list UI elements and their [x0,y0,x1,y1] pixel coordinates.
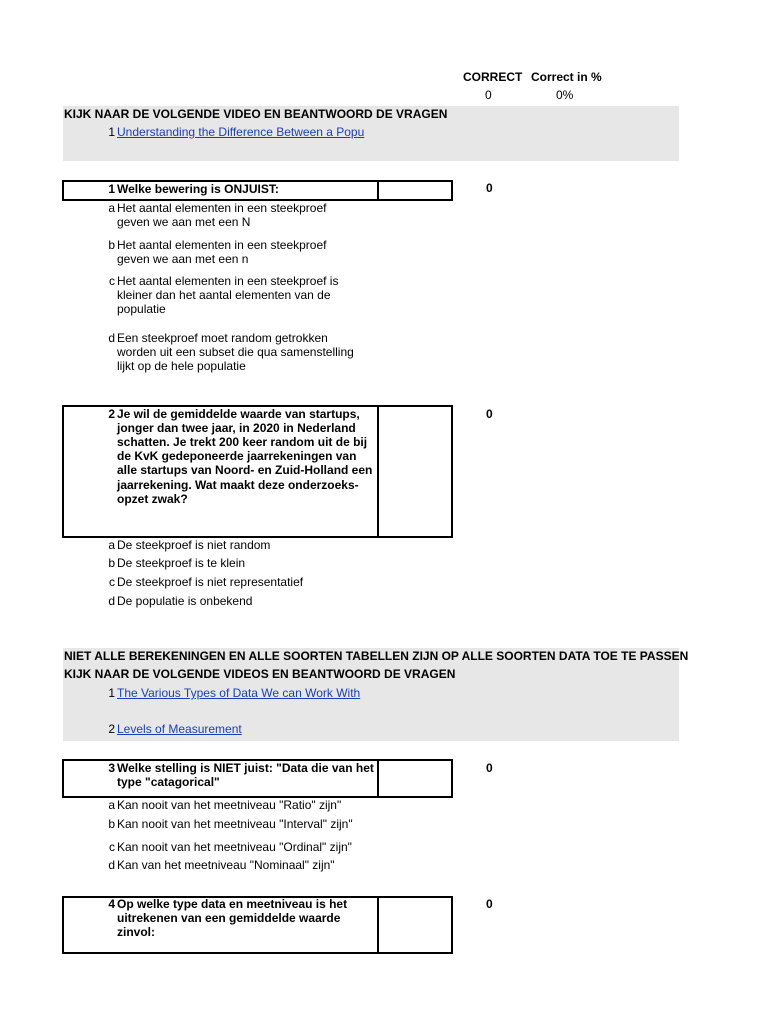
option-line: lijkt op de hele populatie [117,359,246,373]
option-text: De steekproef is niet representatief [117,575,304,589]
option-letter: a [108,538,115,552]
question-2-line: alle startups van Noord- en Zuid-Holland een [117,463,373,477]
question-2-line: jonger dan twee jaar, in 2020 in Nederland [117,421,356,435]
question-2-answer-cell[interactable] [377,407,451,536]
question-1-score: 0 [486,181,493,195]
question-3-line: type "catagorical" [117,775,220,789]
option-letter: b [108,556,115,570]
video-link-number: 1 [108,125,115,139]
video-link-cell [117,125,378,140]
question-4-line: Op welke type data en meetniveau is het [117,897,348,911]
option-text: De steekproef is niet random [117,538,271,552]
correct-value: 0 [485,88,492,102]
option-letter: b [108,817,115,831]
video-link-cell [117,686,360,701]
correct-header: CORRECT [463,70,523,84]
question-2-line: Je wil de gemiddelde waarde van startups, [117,407,360,421]
option-line: geven we aan met een N [117,215,251,229]
option-line: worden uit een subset die qua samenstelling [117,345,354,359]
option-letter: d [108,594,115,608]
option-line: kleiner dan het aantal elementen van de [117,288,331,302]
video-link-1[interactable]: Understanding the Difference Between a Popu [117,125,365,139]
question-number: 3 [108,761,115,775]
option-line: geven we aan met een n [117,252,249,266]
question-2-line: de KvK gedeponeerde jaarrekeningen van [117,449,357,463]
option-line: Het aantal elementen in een steekproef is [117,274,339,288]
question-number: 1 [108,182,115,196]
option-letter: c [109,575,115,589]
option-text: De steekproef is te klein [117,556,246,570]
question-3-answer-cell[interactable] [377,761,451,796]
option-text: Kan nooit van het meetniveau "Ordinal" zijn" [117,840,352,854]
option-letter: c [109,274,115,288]
option-letter: a [108,201,115,215]
option-line: populatie [117,302,166,316]
question-2-line: opzet zwak? [117,492,188,506]
question-4-score: 0 [486,897,493,911]
question-3-line: Welke stelling is NIET juist: "Data die van het [117,761,374,775]
video-link-number: 1 [108,686,115,700]
section2-subheading: KIJK NAAR DE VOLGENDE VIDEOS EN BEANTWOORD DE VRAGEN [64,667,456,681]
option-letter: d [108,858,115,872]
option-letter: a [108,798,115,812]
question-4-line: zinvol: [117,925,155,939]
option-line: Het aantal elementen in een steekproef [117,238,327,252]
correct-pct-header: Correct in % [531,70,602,84]
video-link-levels-of-measurement[interactable]: Levels of Measurement [117,722,242,736]
question-number: 4 [108,897,115,911]
section1-heading: KIJK NAAR DE VOLGENDE VIDEO EN BEANTWOORD DE VRAGEN [64,107,448,121]
option-letter: b [108,238,115,252]
question-4-answer-cell[interactable] [377,898,451,952]
question-number: 2 [108,407,115,421]
option-text: Kan nooit van het meetniveau "Ratio" zijn" [117,798,342,812]
question-1-answer-cell[interactable] [377,182,451,199]
question-2-score: 0 [486,407,493,421]
option-text: Kan van het meetniveau "Nominaal" zijn" [117,858,335,872]
question-3-score: 0 [486,761,493,775]
correct-pct-value: 0% [556,88,574,102]
question-4-line: uitrekenen van een gemiddelde waarde [117,911,341,925]
question-1-text: Welke bewering is ONJUIST: [117,182,279,196]
question-2-line: jaarrekening. Wat maakt deze onderzoeks- [117,478,359,492]
option-line: Het aantal elementen in een steekproef [117,201,327,215]
option-letter: d [108,331,115,345]
video-link-types-of-data[interactable]: The Various Types of Data We can Work With [117,686,361,700]
option-text: Kan nooit van het meetniveau "Interval" zijn" [117,817,353,831]
option-line: Een steekproef moet random getrokken [117,331,328,345]
option-text: De populatie is onbekend [117,594,253,608]
question-2-line: schatten. Je trekt 200 keer random uit de bij [117,435,368,449]
video-link-number: 2 [108,722,115,736]
section2-heading: NIET ALLE BEREKENINGEN EN ALLE SOORTEN TABELLEN ZIJN OP ALLE SOORTEN DATA TOE TE PASSEN [64,649,689,663]
video-link-cell [117,722,242,737]
option-letter: c [109,840,115,854]
